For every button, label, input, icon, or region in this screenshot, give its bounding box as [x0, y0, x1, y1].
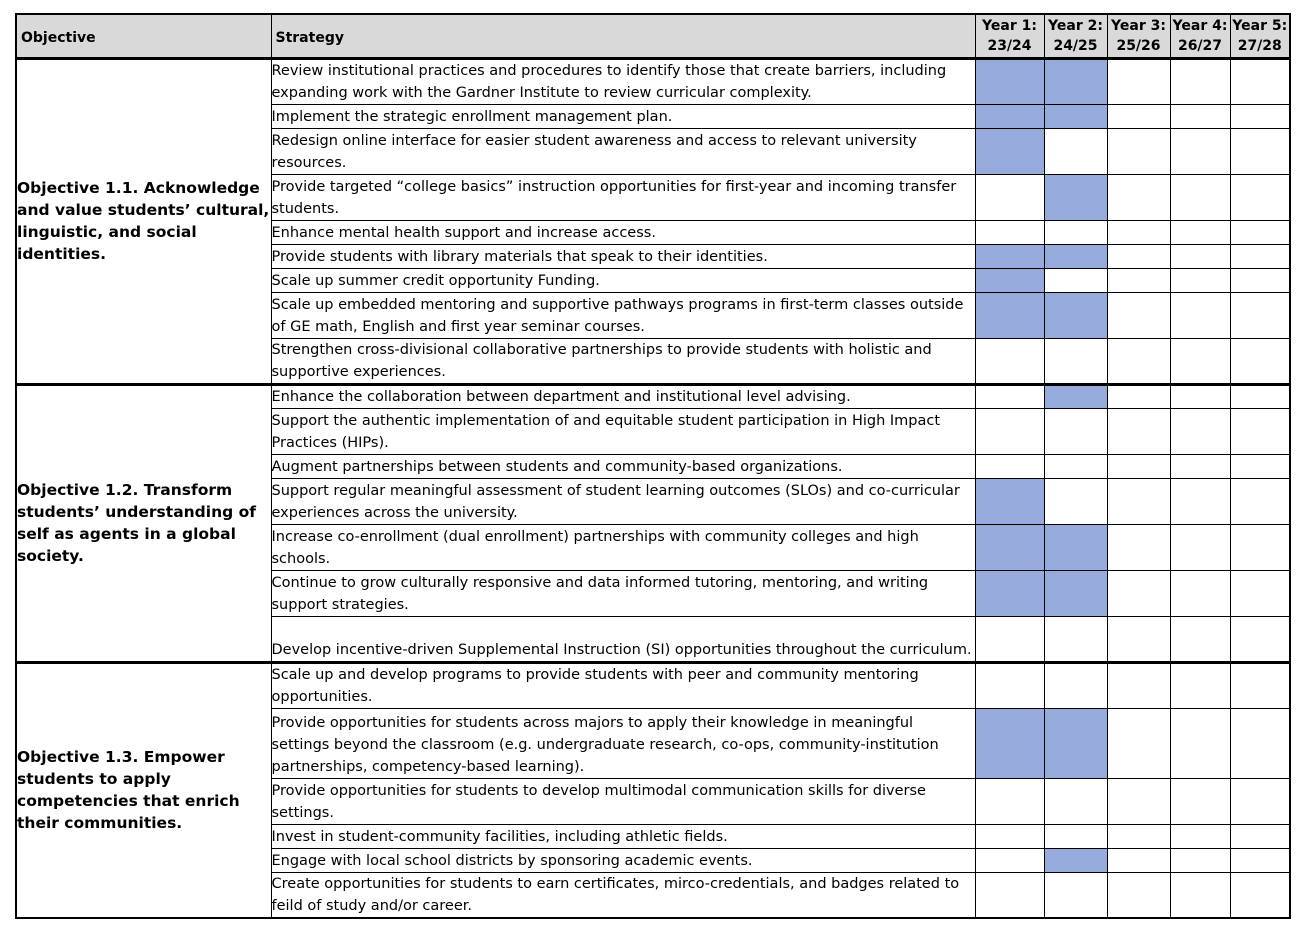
year-cell-empty — [975, 454, 1044, 478]
year-cell-empty — [1107, 268, 1170, 292]
year-cell-empty — [1230, 872, 1290, 918]
year-cell-empty — [1230, 570, 1290, 616]
strategy-cell: Support regular meaningful assessment of student learning outcomes (SLOs) and co-curricular experiences across the university. — [271, 478, 975, 524]
year-cell-active — [975, 244, 1044, 268]
objective-group — [16, 662, 1290, 918]
year-cell-empty — [1230, 408, 1290, 454]
year-cell-empty — [1044, 872, 1107, 918]
year-cell-empty — [1044, 662, 1107, 708]
strategy-cell: Strengthen cross-divisional collaborative partnerships to provide students with holistic and supportive experiences. — [271, 338, 975, 384]
year-cell-empty — [1170, 662, 1230, 708]
year-cell-empty — [1107, 58, 1170, 104]
year-cell-empty — [1044, 454, 1107, 478]
year-cell-empty — [1230, 220, 1290, 244]
year-cell-empty — [975, 872, 1044, 918]
objective-cell: Objective 1.2. Transform students’ understanding of self as agents in a global society. — [16, 384, 271, 662]
strategy-cell: Scale up summer credit opportunity Funding. — [271, 268, 975, 292]
strategy-cell: Provide students with library materials that speak to their identities. — [271, 244, 975, 268]
year-cell-active — [975, 104, 1044, 128]
year-cell-empty — [1230, 104, 1290, 128]
strategy-cell: Provide opportunities for students to develop multimodal communication skills for diverse settings. — [271, 778, 975, 824]
objective-cell: Objective 1.1. Acknowledge and value students’ cultural, linguistic, and social identities. — [16, 58, 271, 384]
year-cell-empty — [1230, 524, 1290, 570]
year-cell-empty — [1230, 662, 1290, 708]
objective-group — [16, 58, 1290, 384]
year-cell-empty — [1107, 778, 1170, 824]
year-cell-empty — [1230, 778, 1290, 824]
year-cell-empty — [1107, 708, 1170, 778]
table-row — [16, 662, 1290, 708]
strategy-cell: Implement the strategic enrollment management plan. — [271, 104, 975, 128]
year-cell-empty — [1170, 104, 1230, 128]
year-cell-active — [975, 708, 1044, 778]
strategy-cell: Create opportunities for students to earn certificates, mirco-credentials, and badges related to feild of study and/or career. — [271, 872, 975, 918]
year-cell-empty — [1044, 824, 1107, 848]
year-cell-active — [975, 524, 1044, 570]
year-cell-active — [1044, 244, 1107, 268]
year-cell-empty — [1230, 174, 1290, 220]
strategy-cell: Support the authentic implementation of and equitable student participation in High Impact Practices (HIPs). — [271, 408, 975, 454]
year-cell-empty — [1170, 268, 1230, 292]
year-cell-empty — [1107, 338, 1170, 384]
year-cell-empty — [1230, 384, 1290, 408]
year-cell-empty — [1170, 292, 1230, 338]
year-cell-empty — [1107, 616, 1170, 662]
year-cell-empty — [975, 338, 1044, 384]
year-cell-empty — [1230, 478, 1290, 524]
year-cell-empty — [1107, 570, 1170, 616]
strategy-cell: Develop incentive-driven Supplemental Instruction (SI) opportunities throughout the curriculum. — [271, 616, 975, 662]
year-cell-empty — [1044, 128, 1107, 174]
table-header — [16, 14, 1290, 58]
strategy-cell: Continue to grow culturally responsive and data informed tutoring, mentoring, and writing support strategies. — [271, 570, 975, 616]
year-cell-empty — [975, 408, 1044, 454]
strategy-cell: Increase co-enrollment (dual enrollment) partnerships with community colleges and high schools. — [271, 524, 975, 570]
year-cell-empty — [1230, 244, 1290, 268]
year-cell-active — [1044, 570, 1107, 616]
year-cell-empty — [1230, 268, 1290, 292]
year-cell-active — [975, 292, 1044, 338]
strategy-timeline-table — [15, 13, 1291, 919]
objective-group — [16, 384, 1290, 662]
year-cell-empty — [1044, 408, 1107, 454]
year-column-header: Year 3: 25/26 — [1107, 14, 1170, 58]
year-cell-empty — [975, 174, 1044, 220]
year-cell-empty — [1170, 174, 1230, 220]
year-cell-empty — [1230, 338, 1290, 384]
strategy-cell: Enhance mental health support and increase access. — [271, 220, 975, 244]
year-cell-active — [1044, 524, 1107, 570]
strategy-column-header: Strategy — [271, 14, 975, 58]
year-cell-empty — [1170, 478, 1230, 524]
year-cell-empty — [1170, 58, 1230, 104]
year-cell-empty — [1044, 778, 1107, 824]
year-cell-active — [975, 478, 1044, 524]
strategy-cell: Scale up embedded mentoring and supportive pathways programs in first-term classes outside of GE math, English and first year seminar courses. — [271, 292, 975, 338]
year-cell-empty — [975, 616, 1044, 662]
year-cell-empty — [1044, 220, 1107, 244]
year-cell-empty — [1107, 408, 1170, 454]
year-cell-empty — [1170, 778, 1230, 824]
year-cell-empty — [1107, 104, 1170, 128]
year-cell-empty — [1170, 128, 1230, 174]
year-cell-empty — [1107, 292, 1170, 338]
year-column-header: Year 4: 26/27 — [1170, 14, 1230, 58]
year-cell-empty — [1170, 848, 1230, 872]
strategy-cell: Provide opportunities for students across majors to apply their knowledge in meaningful settings beyond the classroom (e.g. undergraduate research, co-ops, community-institution partnerships, competency-based learning). — [271, 708, 975, 778]
year-cell-empty — [1230, 848, 1290, 872]
year-cell-empty — [1044, 478, 1107, 524]
year-cell-empty — [1107, 384, 1170, 408]
objective-column-header: Objective — [16, 14, 271, 58]
year-cell-empty — [1044, 268, 1107, 292]
year-cell-empty — [1170, 708, 1230, 778]
year-cell-empty — [1170, 570, 1230, 616]
year-cell-empty — [1107, 454, 1170, 478]
strategy-cell: Augment partnerships between students and community-based organizations. — [271, 454, 975, 478]
year-cell-empty — [1170, 872, 1230, 918]
year-cell-active — [1044, 708, 1107, 778]
year-cell-empty — [975, 848, 1044, 872]
year-cell-empty — [1044, 338, 1107, 384]
year-cell-empty — [1170, 384, 1230, 408]
year-cell-active — [975, 268, 1044, 292]
year-cell-empty — [1170, 524, 1230, 570]
year-cell-active — [1044, 104, 1107, 128]
year-cell-active — [975, 570, 1044, 616]
year-column-header: Year 5: 27/28 — [1230, 14, 1290, 58]
strategy-cell: Enhance the collaboration between department and institutional level advising. — [271, 384, 975, 408]
year-cell-empty — [1107, 824, 1170, 848]
year-cell-empty — [1230, 824, 1290, 848]
strategy-cell: Scale up and develop programs to provide students with peer and community mentoring opportunities. — [271, 662, 975, 708]
year-cell-empty — [1107, 244, 1170, 268]
year-cell-empty — [975, 778, 1044, 824]
year-cell-empty — [1170, 616, 1230, 662]
year-cell-empty — [1170, 824, 1230, 848]
year-cell-active — [975, 128, 1044, 174]
strategy-cell: Invest in student-community facilities, including athletic fields. — [271, 824, 975, 848]
year-cell-empty — [1107, 220, 1170, 244]
year-cell-empty — [1107, 848, 1170, 872]
strategy-cell: Provide targeted “college basics” instruction opportunities for first-year and incoming transfer students. — [271, 174, 975, 220]
objective-cell: Objective 1.3. Empower students to apply competencies that enrich their communities. — [16, 662, 271, 918]
year-cell-empty — [975, 662, 1044, 708]
year-cell-empty — [1107, 128, 1170, 174]
year-cell-empty — [1107, 524, 1170, 570]
year-cell-empty — [1107, 478, 1170, 524]
year-cell-empty — [1230, 708, 1290, 778]
year-cell-empty — [1230, 292, 1290, 338]
year-cell-empty — [1170, 244, 1230, 268]
year-column-header: Year 2: 24/25 — [1044, 14, 1107, 58]
strategy-cell: Redesign online interface for easier student awareness and access to relevant university resources. — [271, 128, 975, 174]
year-cell-active — [1044, 292, 1107, 338]
year-cell-empty — [1230, 454, 1290, 478]
strategy-cell: Engage with local school districts by sponsoring academic events. — [271, 848, 975, 872]
year-cell-empty — [975, 824, 1044, 848]
year-cell-empty — [1170, 408, 1230, 454]
year-cell-empty — [1107, 662, 1170, 708]
year-cell-empty — [1170, 338, 1230, 384]
year-cell-active — [975, 58, 1044, 104]
year-cell-active — [1044, 848, 1107, 872]
year-cell-empty — [975, 220, 1044, 244]
year-cell-empty — [1107, 174, 1170, 220]
year-column-header: Year 1: 23/24 — [975, 14, 1044, 58]
table-row — [16, 384, 1290, 408]
year-cell-empty — [1230, 616, 1290, 662]
year-cell-empty — [975, 384, 1044, 408]
year-cell-active — [1044, 384, 1107, 408]
table-row — [16, 58, 1290, 104]
year-cell-empty — [1107, 872, 1170, 918]
year-cell-active — [1044, 58, 1107, 104]
year-cell-empty — [1230, 58, 1290, 104]
year-cell-empty — [1044, 616, 1107, 662]
year-cell-empty — [1230, 128, 1290, 174]
year-cell-empty — [1170, 454, 1230, 478]
year-cell-empty — [1170, 220, 1230, 244]
year-cell-active — [1044, 174, 1107, 220]
strategy-cell: Review institutional practices and procedures to identify those that create barriers, including expanding work with the Gardner Institute to review curricular complexity. — [271, 58, 975, 104]
